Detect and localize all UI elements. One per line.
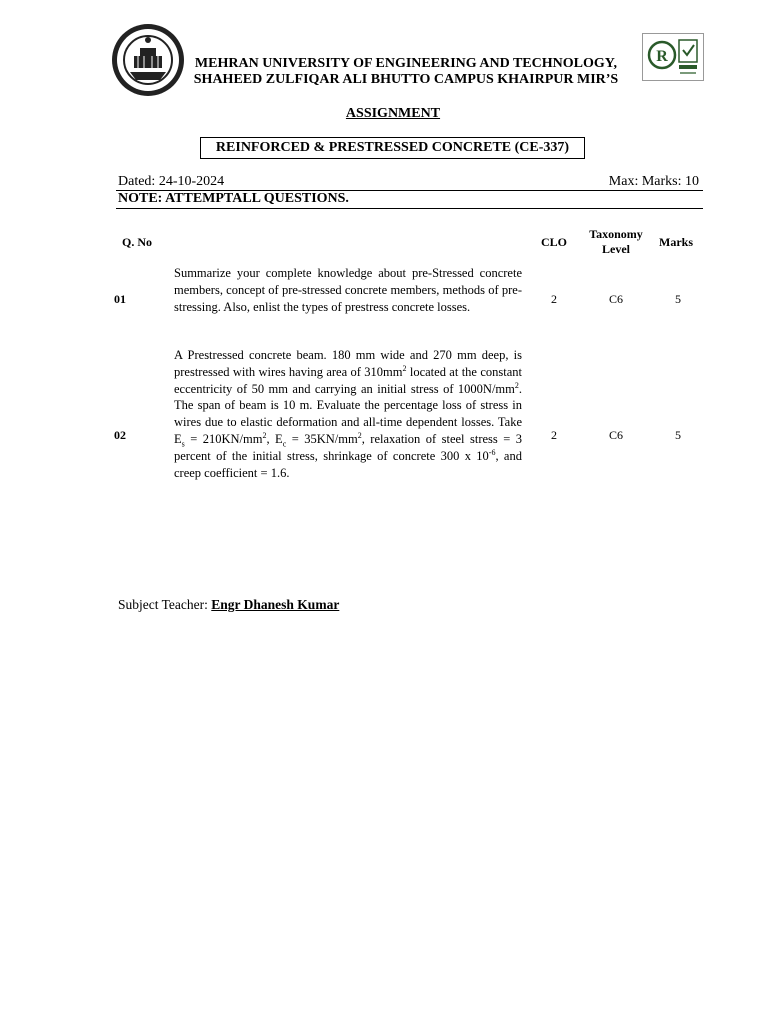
question-text: Summarize your complete knowledge about pre-Stressed concrete members, concept of pre-stressed concrete members, methods of pre-stressing. Also, enlist the types of prestress concrete losses.	[174, 266, 522, 314]
header-clo: CLO	[541, 235, 568, 249]
text-part: , E	[266, 431, 283, 446]
clo-value: 2	[551, 292, 557, 306]
subscript: s	[181, 439, 185, 449]
header-marks: Marks	[659, 235, 693, 249]
header-taxonomy-line-1: Taxonomy	[589, 227, 643, 241]
assignment-title: ASSIGNMENT	[345, 106, 441, 121]
university-line-2: SHAHEED ZULFIQAR ALI BHUTTO CAMPUS KHAIRPUR MIR’S	[193, 72, 619, 87]
svg-text:R: R	[656, 48, 668, 65]
subscript: c	[282, 439, 287, 449]
superscript: -6	[488, 447, 496, 457]
clo-value: 2	[551, 428, 557, 442]
question-number: 01	[114, 292, 126, 306]
header-taxonomy	[584, 227, 648, 257]
text-part: A Prestressed concrete beam. 180 mm wide and 270 mm deep, is prestressed with wires having area of 310mm	[174, 348, 522, 379]
text-part: = 35KN/mm	[286, 431, 358, 446]
text-part: located at the constant eccentricity of 50 mm and carrying an initial stress of 1000N/mm	[174, 364, 522, 396]
question-text	[174, 347, 522, 481]
superscript: 2	[262, 430, 267, 440]
marks-value: 5	[675, 428, 681, 442]
taxonomy-value: C6	[608, 428, 623, 442]
taxonomy-value: C6	[608, 292, 623, 306]
max-marks-label: Max: Marks: 10	[608, 174, 699, 189]
university-line-1: MEHRAN UNIVERSITY OF ENGINEERING AND TECHNOLOGY,	[194, 56, 618, 71]
text-part: = 210KN/mm	[184, 431, 263, 446]
subject-teacher-name: Engr Dhanesh Kumar	[211, 597, 340, 612]
university-seal-icon	[110, 22, 186, 98]
date-label: Dated: 24-10-2024	[118, 174, 225, 189]
header-qno: Q. No	[122, 235, 152, 249]
note-text: NOTE: ATTEMPTALL QUESTIONS.	[118, 191, 349, 206]
text-part: , relaxation of steel stress = 3 percent of the initial stress, shrinkage of concrete 300 x 10	[174, 431, 522, 463]
subject-teacher-label: Subject Teacher:	[118, 597, 212, 612]
certification-logo-icon	[642, 33, 704, 81]
superscript: 2	[514, 380, 519, 390]
course-title: REINFORCED & PRESTRESSED CONCRETE (CE-337)	[200, 137, 585, 159]
subject-teacher	[118, 597, 339, 613]
question-number: 02	[114, 428, 126, 442]
marks-value: 5	[675, 292, 681, 306]
text-part: , and creep coefficient = 1.6.	[174, 448, 522, 480]
header-taxonomy-line-2: Level	[602, 242, 630, 256]
superscript: 2	[402, 363, 407, 373]
superscript: 2	[357, 430, 362, 440]
university-name	[186, 56, 626, 88]
divider-bottom	[116, 208, 703, 209]
text-part: . The span of beam is 10 m. Evaluate the percentage loss of stress in wires due to elastic deformation and all-time dependent losses. Take E	[174, 381, 522, 446]
